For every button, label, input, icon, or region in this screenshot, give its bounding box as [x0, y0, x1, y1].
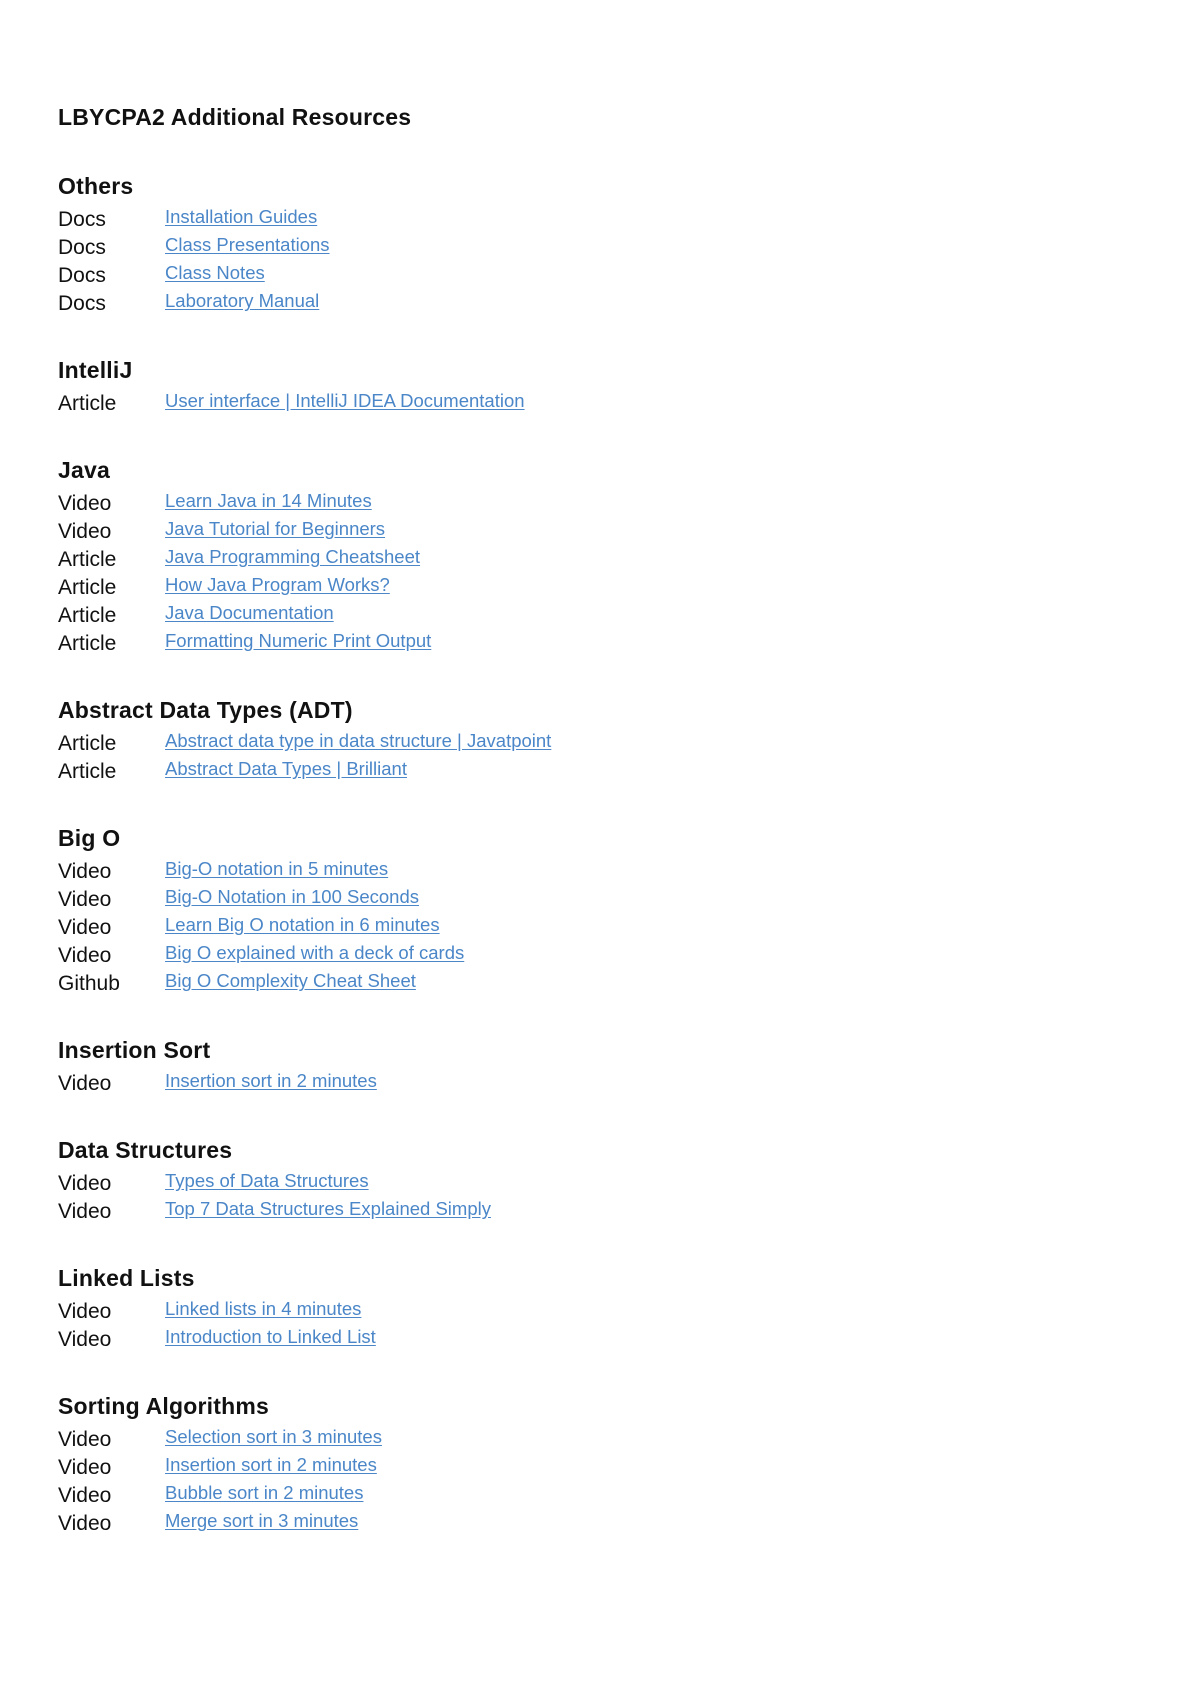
resource-row	[58, 518, 1138, 546]
resource-type-label: Video	[58, 916, 112, 939]
resource-link[interactable]: Linked lists in 4 minutes	[165, 1298, 362, 1319]
resource-row	[58, 730, 1138, 758]
resource-type-label: Video	[58, 1200, 112, 1223]
section	[58, 170, 1138, 318]
resource-link[interactable]: Types of Data Structures	[165, 1170, 369, 1191]
resource-type-label: Video	[58, 1484, 112, 1507]
resource-type-label: Article	[58, 604, 117, 627]
resource-type-label: Article	[58, 732, 117, 755]
resource-link[interactable]: Insertion sort in 2 minutes	[165, 1070, 377, 1091]
resource-type-label: Video	[58, 1428, 112, 1451]
section	[58, 1262, 1138, 1354]
section-heading: Abstract Data Types (ADT)	[58, 697, 353, 723]
section-heading: Data Structures	[58, 1137, 233, 1163]
resource-type-label: Video	[58, 1328, 112, 1351]
resource-type-label: Video	[58, 1072, 112, 1095]
resource-row	[58, 490, 1138, 518]
resource-type-label: Docs	[58, 292, 106, 315]
resource-link[interactable]: Merge sort in 3 minutes	[165, 1510, 359, 1531]
resource-link[interactable]: Selection sort in 3 minutes	[165, 1426, 382, 1447]
section	[58, 1034, 1138, 1098]
resource-link[interactable]: Big O Complexity Cheat Sheet	[165, 970, 416, 991]
section-heading: Insertion Sort	[58, 1037, 211, 1063]
document-title: LBYCPA2 Additional Resources	[58, 104, 412, 130]
resource-row	[58, 942, 1138, 970]
resource-row	[58, 1326, 1138, 1354]
resource-row	[58, 630, 1138, 658]
resource-row	[58, 1510, 1138, 1538]
resource-row	[58, 970, 1138, 998]
section	[58, 694, 1138, 786]
resource-row	[58, 602, 1138, 630]
resource-type-label: Video	[58, 1300, 112, 1323]
resource-row	[58, 858, 1138, 886]
section	[58, 1390, 1138, 1538]
section	[58, 1134, 1138, 1226]
resource-row	[58, 1170, 1138, 1198]
resource-type-label: Video	[58, 1172, 112, 1195]
resource-link[interactable]: Bubble sort in 2 minutes	[165, 1482, 364, 1503]
section-heading: Big O	[58, 825, 121, 851]
resource-link[interactable]: Java Documentation	[165, 602, 334, 623]
resource-type-label: Article	[58, 632, 117, 655]
resource-row	[58, 1426, 1138, 1454]
resource-row	[58, 914, 1138, 942]
resource-row	[58, 206, 1138, 234]
resource-link[interactable]: Big O explained with a deck of cards	[165, 942, 465, 963]
resource-row	[58, 290, 1138, 318]
resource-link[interactable]: User interface | IntelliJ IDEA Documentation	[165, 390, 525, 411]
resource-link[interactable]: Learn Java in 14 Minutes	[165, 490, 372, 511]
resource-row	[58, 262, 1138, 290]
resource-type-label: Video	[58, 1456, 112, 1479]
resource-type-label: Github	[58, 972, 120, 995]
resource-link[interactable]: How Java Program Works?	[165, 574, 390, 595]
resource-link[interactable]: Java Tutorial for Beginners	[165, 518, 386, 539]
resource-row	[58, 1454, 1138, 1482]
resource-row	[58, 1198, 1138, 1226]
section-heading: Java	[58, 457, 110, 483]
resource-type-label: Video	[58, 1512, 112, 1535]
resource-row	[58, 886, 1138, 914]
resource-link[interactable]: Formatting Numeric Print Output	[165, 630, 432, 651]
resource-link[interactable]: Java Programming Cheatsheet	[165, 546, 421, 567]
resource-link[interactable]: Big-O notation in 5 minutes	[165, 858, 389, 879]
section-heading: Sorting Algorithms	[58, 1393, 270, 1419]
resource-type-label: Docs	[58, 208, 106, 231]
resource-link[interactable]: Laboratory Manual	[165, 290, 320, 311]
resource-link[interactable]: Big-O Notation in 100 Seconds	[165, 886, 420, 907]
resource-type-label: Article	[58, 548, 117, 571]
resource-type-label: Article	[58, 760, 117, 783]
resource-link[interactable]: Learn Big O notation in 6 minutes	[165, 914, 440, 935]
resource-link[interactable]: Installation Guides	[165, 206, 318, 227]
section-heading: IntelliJ	[58, 357, 133, 383]
resource-link[interactable]: Abstract Data Types | Brilliant	[165, 758, 407, 779]
resource-type-label: Docs	[58, 236, 106, 259]
resource-link[interactable]: Class Presentations	[165, 234, 330, 255]
sections-container	[58, 170, 1138, 1538]
resource-row	[58, 390, 1138, 418]
resource-link[interactable]: Class Notes	[165, 262, 265, 283]
resource-link[interactable]: Abstract data type in data structure | Javatpoint	[165, 730, 552, 751]
document-page	[58, 100, 1138, 1574]
resource-row	[58, 234, 1138, 262]
resource-row	[58, 574, 1138, 602]
resource-row	[58, 1298, 1138, 1326]
resource-type-label: Docs	[58, 264, 106, 287]
resource-type-label: Video	[58, 944, 112, 967]
section-heading: Linked Lists	[58, 1265, 195, 1291]
section	[58, 354, 1138, 418]
resource-row	[58, 1070, 1138, 1098]
resource-row	[58, 758, 1138, 786]
section	[58, 454, 1138, 658]
resource-type-label: Video	[58, 888, 112, 911]
resource-link[interactable]: Top 7 Data Structures Explained Simply	[165, 1198, 491, 1219]
resource-type-label: Video	[58, 520, 112, 543]
resource-type-label: Article	[58, 576, 117, 599]
section	[58, 822, 1138, 998]
resource-type-label: Article	[58, 392, 117, 415]
resource-row	[58, 546, 1138, 574]
resource-type-label: Video	[58, 860, 112, 883]
resource-link[interactable]: Insertion sort in 2 minutes	[165, 1454, 377, 1475]
resource-row	[58, 1482, 1138, 1510]
section-heading: Others	[58, 173, 134, 199]
resource-link[interactable]: Introduction to Linked List	[165, 1326, 376, 1347]
resource-type-label: Video	[58, 492, 112, 515]
